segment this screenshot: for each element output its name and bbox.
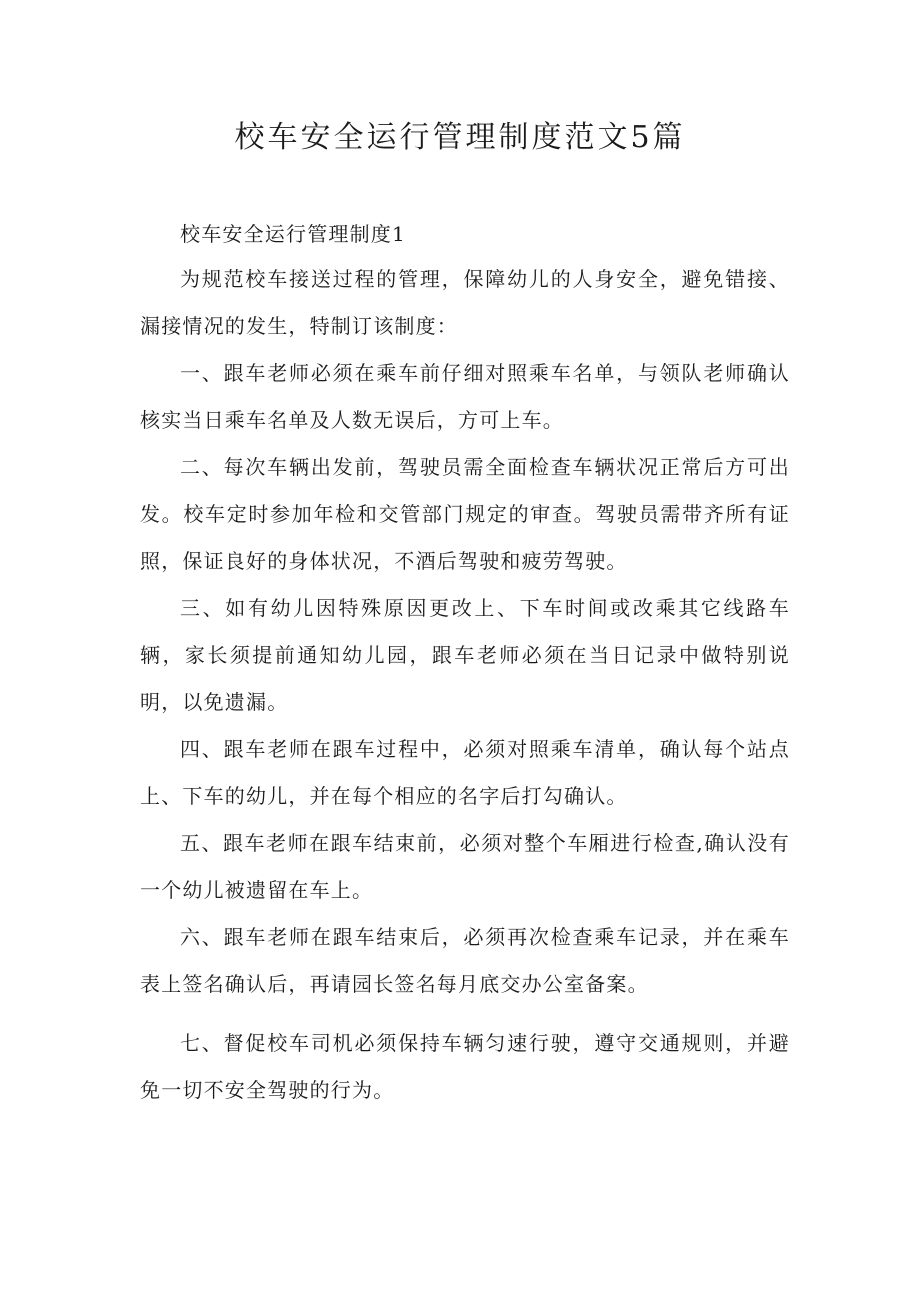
rule-7-paragraph: 七、督促校车司机必须保持车辆匀速行驶，遵守交通规则，并避免一切不安全驾驶的行为。 (140, 1031, 790, 1102)
rule-1-paragraph: 一、跟车老师必须在乘车前仔细对照乘车名单，与领队老师确认核实当日乘车名单及人数无误后，方可上车。 (140, 361, 790, 432)
rule-6-paragraph: 六、跟车老师在跟车结束后，必须再次检查乘车记录，并在乘车表上签名确认后，再请园长签名每月底交办公室备案。 (140, 925, 790, 996)
document-body (140, 214, 790, 1114)
rule-4-paragraph: 四、跟车老师在跟车过程中，必须对照乘车清单，确认每个站点上、下车的幼儿，并在每个相应的名字后打勾确认。 (140, 737, 790, 808)
section-heading: 校车安全运行管理制度1 (180, 222, 406, 246)
intro-paragraph: 为规范校车接送过程的管理，保障幼儿的人身安全，避免错接、漏接情况的发生，特制订该制度： (140, 267, 790, 338)
rule-2-paragraph: 二、每次车辆出发前，驾驶员需全面检查车辆状况正常后方可出发。校车定时参加年检和交管部门规定的审查。驾驶员需带齐所有证照，保证良好的身体状况，不酒后驾驶和疲劳驾驶。 (140, 455, 790, 573)
rule-3-paragraph: 三、如有幼儿因特殊原因更改上、下车时间或改乘其它线路车辆，家长须提前通知幼儿园，跟车老师必须在当日记录中做特别说明，以免遗漏。 (140, 596, 790, 714)
rule-5-paragraph: 五、跟车老师在跟车结束前，必须对整个车厢进行检查,确认没有一个幼儿被遗留在车上。 (140, 831, 790, 902)
document-title: 校车安全运行管理制度范文5篇 (234, 120, 686, 155)
